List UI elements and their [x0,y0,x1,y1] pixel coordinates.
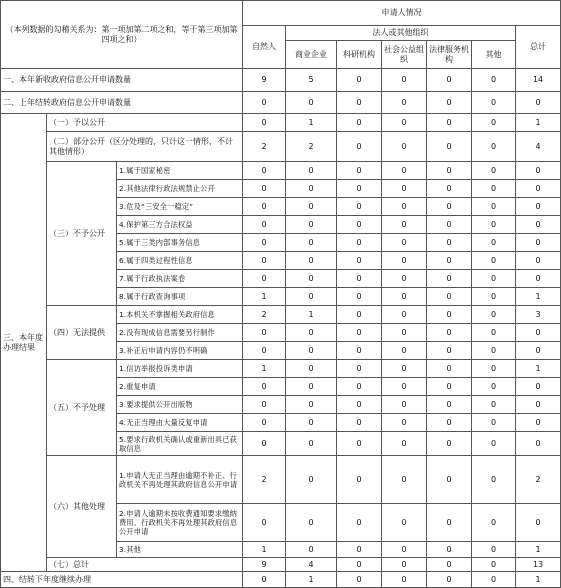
value-cell: 0 [382,132,427,162]
value-cell: 0 [382,252,427,270]
total-cell: 4 [516,132,561,162]
value-cell: 0 [337,396,382,414]
value-cell: 0 [337,216,382,234]
value-cell: 0 [337,456,382,504]
total-cell: 0 [516,180,561,198]
value-cell: 0 [427,132,472,162]
value-cell: 0 [472,378,516,396]
value-cell: 0 [286,456,337,504]
value-cell: 0 [472,92,516,114]
value-cell: 0 [243,270,286,288]
value-cell: 0 [472,342,516,360]
total-cell: 0 [516,198,561,216]
value-cell: 0 [382,342,427,360]
value-cell: 0 [243,378,286,396]
value-cell: 0 [427,432,472,456]
value-cell: 0 [427,542,472,558]
value-cell: 0 [427,92,472,114]
value-cell: 0 [337,252,382,270]
value-cell: 0 [337,542,382,558]
value-cell: 0 [472,114,516,132]
value-cell: 0 [286,270,337,288]
table-row [1,456,561,504]
sub-row-label: 4.保护第三方合法权益 [117,216,243,234]
value-cell: 0 [427,162,472,180]
value-cell: 0 [427,396,472,414]
value-cell: 0 [382,288,427,306]
group-label: （四）无法提供 [47,306,117,360]
value-cell: 0 [286,542,337,558]
value-cell: 0 [243,342,286,360]
sub-row-label: 1.本机关不掌握相关政府信息 [117,306,243,324]
sub-row-label: 3.要求提供公开出版物 [117,396,243,414]
value-cell: 0 [427,306,472,324]
total-cell: 0 [516,216,561,234]
table-row [1,360,561,378]
sub-row-label: 2.申请人逾期未按收费通知要求缴纳费用、行政机关不再处理其政府信息公开申请 [117,504,243,542]
header-legal-service: 法律服务机构 [427,41,472,69]
value-cell: 0 [243,234,286,252]
sub-row-label: 7.属于行政执法案卷 [117,270,243,288]
total-cell: 0 [516,342,561,360]
sub-row-label: 2.其他法律行政法规禁止公开 [117,180,243,198]
value-cell: 0 [286,414,337,432]
value-cell: 0 [382,504,427,542]
table-row [1,92,561,114]
total-cell: 0 [516,92,561,114]
header-applicant: 申请人情况 [243,1,561,26]
header-commercial: 商业企业 [286,41,337,69]
value-cell: 0 [286,432,337,456]
value-cell: 0 [382,432,427,456]
value-cell: 0 [243,432,286,456]
value-cell: 0 [243,252,286,270]
value-cell: 0 [286,378,337,396]
value-cell: 0 [243,414,286,432]
value-cell: 0 [337,324,382,342]
total-cell: 1 [516,572,561,588]
value-cell: 0 [337,414,382,432]
value-cell: 0 [427,180,472,198]
value-cell: 0 [337,342,382,360]
header-social-welfare: 社会公益组织 [382,41,427,69]
sub-row-label: 5.属于三类内部事务信息 [117,234,243,252]
value-cell: 0 [427,234,472,252]
total-cell: 0 [516,324,561,342]
value-cell: 0 [472,132,516,162]
value-cell: 0 [337,132,382,162]
value-cell: 0 [472,396,516,414]
value-cell: 0 [286,92,337,114]
value-cell: 0 [337,162,382,180]
header-legal-group: 法人或其他组织 [286,26,516,41]
sub-row-label: 4.无正当理由大量反复申请 [117,414,243,432]
table-row [1,114,561,132]
table-row [1,162,561,180]
value-cell: 0 [243,216,286,234]
table-row [1,69,561,92]
value-cell: 0 [382,234,427,252]
value-cell: 0 [382,198,427,216]
value-cell: 0 [243,180,286,198]
value-cell: 0 [472,324,516,342]
value-cell: 0 [337,558,382,572]
value-cell: 0 [382,360,427,378]
value-cell: 0 [427,216,472,234]
value-cell: 0 [382,69,427,92]
total-cell: 0 [516,414,561,432]
sub-row-label: 3.其他 [117,542,243,558]
value-cell: 0 [337,114,382,132]
table-row [1,558,561,572]
value-cell: 0 [427,456,472,504]
table-row [1,306,561,324]
group-label: （三）不予公开 [47,162,117,306]
value-cell: 0 [427,288,472,306]
value-cell: 0 [337,270,382,288]
sub-row-label: 2.没有现成信息需要另行制作 [117,324,243,342]
value-cell: 0 [472,198,516,216]
value-cell: 2 [243,306,286,324]
value-cell: 0 [382,114,427,132]
value-cell: 0 [382,414,427,432]
total-cell: 1 [516,288,561,306]
group-label: （六）其他处理 [47,456,117,558]
value-cell: 0 [337,234,382,252]
header-note: （本列数据的勾稽关系为：第一项加第二项之和，等于第三项加第四项之和） [1,1,243,69]
value-cell: 0 [337,180,382,198]
value-cell: 9 [243,558,286,572]
value-cell: 0 [427,414,472,432]
value-cell: 0 [337,360,382,378]
total-cell: 14 [516,69,561,92]
value-cell: 0 [382,216,427,234]
value-cell: 0 [337,288,382,306]
value-cell: 1 [243,360,286,378]
value-cell: 1 [286,306,337,324]
value-cell: 0 [472,306,516,324]
sub-row-label: 1.属于国家秘密 [117,162,243,180]
sub-row-label: 3.补正后申请内容仍不明确 [117,342,243,360]
value-cell: 0 [286,180,337,198]
value-cell: 0 [337,92,382,114]
value-cell: 4 [286,558,337,572]
value-cell: 0 [382,92,427,114]
sub-row-label: 1.信访举报投诉类申请 [117,360,243,378]
value-cell: 0 [427,558,472,572]
value-cell: 1 [286,114,337,132]
value-cell: 0 [427,378,472,396]
value-cell: 0 [427,572,472,588]
section-label: 三、本年度办理结果 [1,114,47,572]
sub-row-label: 8.属于行政查询事项 [117,288,243,306]
value-cell: 0 [472,180,516,198]
value-cell: 5 [286,69,337,92]
value-cell: 0 [286,396,337,414]
total-cell: 0 [516,162,561,180]
total-cell: 0 [516,378,561,396]
value-cell: 2 [286,132,337,162]
value-cell: 0 [427,270,472,288]
value-cell: 0 [286,360,337,378]
row-label: （七）总计 [47,558,243,572]
total-cell: 0 [516,504,561,542]
total-cell: 1 [516,542,561,558]
sub-row-label: 6.属于四类过程性信息 [117,252,243,270]
header-other: 其他 [472,41,516,69]
value-cell: 0 [472,234,516,252]
value-cell: 0 [472,252,516,270]
value-cell: 0 [286,252,337,270]
total-cell: 0 [516,396,561,414]
value-cell: 0 [427,504,472,542]
group-label: （五）不予处理 [47,360,117,456]
value-cell: 0 [472,572,516,588]
value-cell: 0 [243,162,286,180]
value-cell: 0 [243,114,286,132]
value-cell: 0 [337,69,382,92]
value-cell: 0 [472,270,516,288]
value-cell: 1 [286,572,337,588]
header-research: 科研机构 [337,41,382,69]
value-cell: 0 [472,216,516,234]
value-cell: 0 [243,198,286,216]
value-cell: 0 [472,432,516,456]
value-cell: 2 [243,132,286,162]
value-cell: 0 [243,324,286,342]
value-cell: 0 [286,504,337,542]
value-cell: 0 [337,198,382,216]
total-cell: 13 [516,558,561,572]
value-cell: 1 [243,542,286,558]
sub-row-label: 3.危及“三安全一稳定” [117,198,243,216]
value-cell: 0 [472,558,516,572]
value-cell: 0 [472,162,516,180]
value-cell: 0 [427,360,472,378]
sub-row-label: 5.要求行政机关确认或重新出具已获取信息 [117,432,243,456]
value-cell: 0 [472,542,516,558]
value-cell: 0 [427,198,472,216]
value-cell: 0 [382,180,427,198]
value-cell: 0 [382,542,427,558]
total-cell: 0 [516,432,561,456]
value-cell: 0 [286,162,337,180]
total-cell: 1 [516,360,561,378]
value-cell: 0 [286,288,337,306]
total-cell: 2 [516,456,561,504]
row-label: 二、上年结转政府信息公开申请数量 [1,92,243,114]
header-natural-person: 自然人 [243,26,286,69]
value-cell: 0 [243,504,286,542]
total-cell: 0 [516,234,561,252]
value-cell: 0 [337,378,382,396]
value-cell: 9 [243,69,286,92]
total-cell: 0 [516,270,561,288]
value-cell: 0 [382,396,427,414]
value-cell: 0 [337,306,382,324]
row-label: 四、结转下年度继续办理 [1,572,243,588]
header-total: 总计 [516,26,561,69]
value-cell: 0 [472,360,516,378]
value-cell: 1 [243,288,286,306]
value-cell: 0 [472,288,516,306]
total-cell: 1 [516,114,561,132]
row-label: （二）部分公开（区分处理的，只计这一情形，不计其他情形） [47,132,243,162]
value-cell: 0 [427,69,472,92]
value-cell: 0 [472,504,516,542]
value-cell: 0 [286,342,337,360]
value-cell: 0 [472,69,516,92]
total-cell: 0 [516,252,561,270]
value-cell: 0 [382,558,427,572]
value-cell: 0 [472,414,516,432]
value-cell: 0 [427,252,472,270]
value-cell: 0 [337,572,382,588]
value-cell: 0 [337,432,382,456]
row-label: （一）予以公开 [47,114,243,132]
row-label: 一、本年新收政府信息公开申请数量 [1,69,243,92]
value-cell: 0 [243,572,286,588]
value-cell: 0 [427,114,472,132]
value-cell: 0 [382,162,427,180]
total-cell: 3 [516,306,561,324]
value-cell: 0 [382,378,427,396]
value-cell: 0 [286,198,337,216]
value-cell: 0 [472,456,516,504]
sub-row-label: 1.申请人无正当理由逾期不补正、行政机关不再处理其政府信息公开申请 [117,456,243,504]
value-cell: 0 [286,324,337,342]
value-cell: 2 [243,456,286,504]
value-cell: 0 [382,270,427,288]
value-cell: 0 [286,234,337,252]
value-cell: 0 [243,92,286,114]
value-cell: 0 [382,306,427,324]
value-cell: 0 [286,216,337,234]
sub-row-label: 2.重复申请 [117,378,243,396]
table-row [1,132,561,162]
table-row [1,572,561,588]
value-cell: 0 [382,456,427,504]
value-cell: 0 [382,572,427,588]
value-cell: 0 [427,342,472,360]
value-cell: 0 [427,324,472,342]
value-cell: 0 [243,396,286,414]
value-cell: 0 [382,324,427,342]
value-cell: 0 [337,504,382,542]
